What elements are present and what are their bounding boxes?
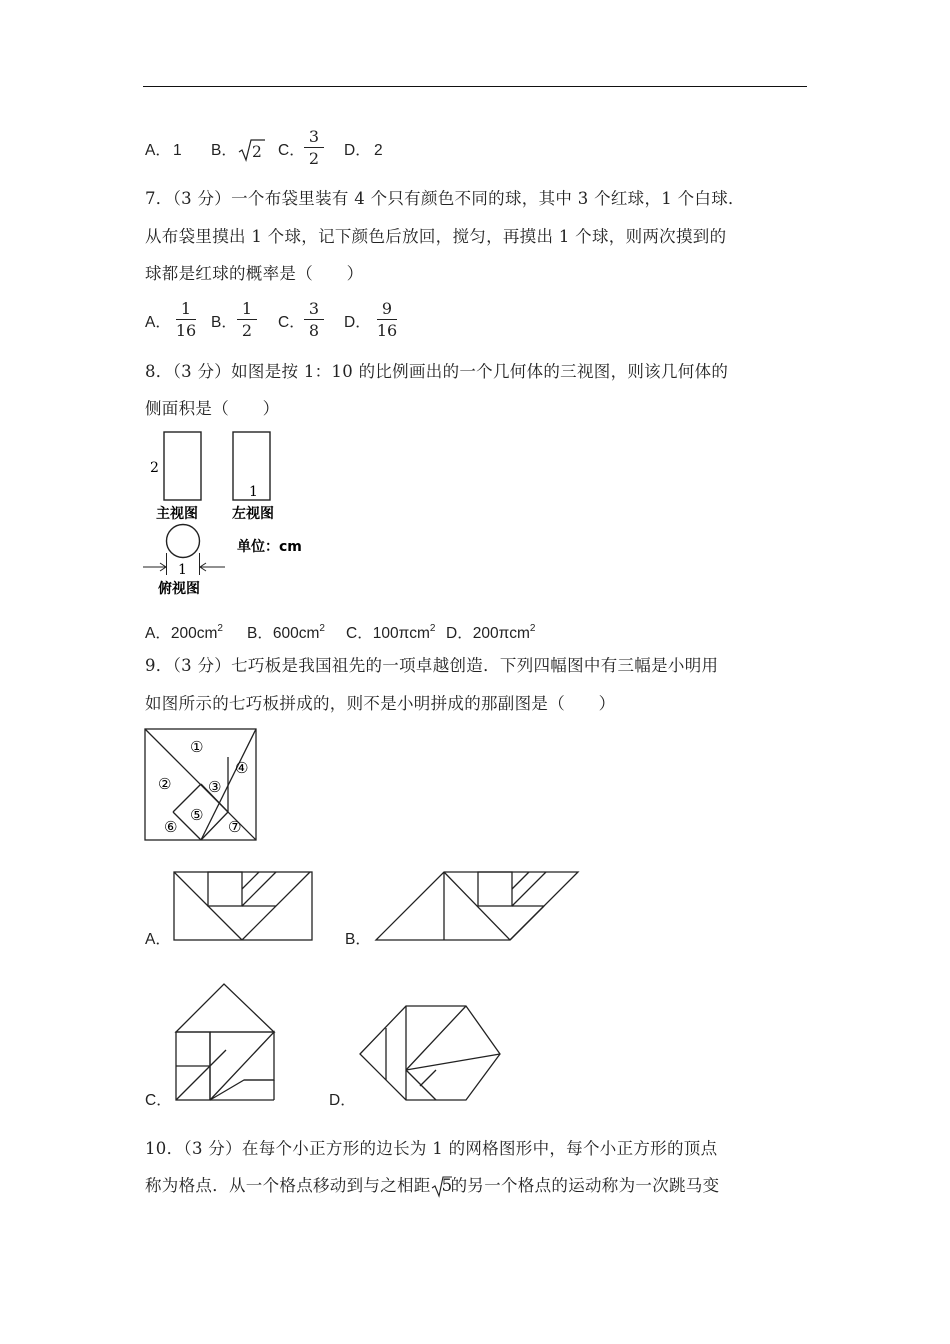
q10-sqrt bbox=[431, 1174, 451, 1198]
q9-option-a-label: A． bbox=[145, 931, 171, 948]
q10-radicand: 5 bbox=[441, 1176, 453, 1195]
q6-option-d-label: D． bbox=[344, 142, 371, 159]
q9-line-2: 如图所示的七巧板拼成的，则不是小明拼成的那副图是（ ） bbox=[145, 694, 616, 713]
q8-option-d-label: D． bbox=[446, 625, 473, 642]
front-view-height: 2 bbox=[150, 460, 159, 476]
q7-line-2: 从布袋里摸出 1 个球，记下颜色后放回，搅匀，再摸出 1 个球，则两次摸到的 bbox=[145, 227, 727, 246]
q8-option-c-value: 100πcm bbox=[372, 625, 430, 642]
piece-7-label: ⑦ bbox=[228, 818, 242, 836]
q7-option-a-fraction bbox=[174, 300, 198, 340]
q7-option-c-label: C． bbox=[278, 314, 305, 331]
q6-option-b-radicand: 2 bbox=[252, 143, 262, 161]
q8-option-a-label: A． bbox=[145, 625, 171, 642]
q7-a-numerator: 1 bbox=[180, 299, 192, 318]
q8-option-c bbox=[346, 619, 435, 644]
q6-option-a-value: 1 bbox=[173, 142, 182, 159]
q6-c-numerator: 3 bbox=[308, 127, 320, 146]
q7-option-d-label: D． bbox=[344, 314, 371, 331]
q7-line-3: 球都是红球的概率是（ ） bbox=[145, 264, 364, 283]
q8-line-2: 侧面积是（ ） bbox=[145, 399, 280, 418]
header-rule bbox=[143, 86, 807, 87]
q8-option-b bbox=[247, 619, 325, 644]
q8-option-a-sup: 2 bbox=[217, 623, 223, 634]
q7-option-b-fraction bbox=[235, 300, 259, 340]
q7-c-numerator: 3 bbox=[308, 299, 320, 318]
q8-option-c-sup: 2 bbox=[429, 623, 436, 634]
q7-b-denominator: 2 bbox=[241, 321, 253, 340]
q9-option-c-label: C． bbox=[145, 1092, 172, 1109]
tangram-option-b-figure bbox=[374, 870, 580, 942]
q6-option-c-fraction bbox=[302, 128, 326, 168]
tangram-reference-figure bbox=[144, 728, 258, 842]
side-view-label: 左视图 bbox=[232, 506, 274, 522]
top-view-label: 俯视图 bbox=[158, 581, 200, 597]
q8-option-d-value: 200πcm bbox=[472, 625, 530, 642]
q8-option-a bbox=[145, 619, 223, 644]
q8-option-d bbox=[446, 619, 535, 644]
unit-label: 单位：cm bbox=[237, 539, 302, 555]
piece-4-label: ④ bbox=[235, 759, 249, 777]
q7-option-d-fraction bbox=[375, 300, 399, 340]
q7-d-denominator: 16 bbox=[376, 321, 398, 340]
q8-option-d-sup: 2 bbox=[529, 623, 536, 634]
tangram-option-d-figure bbox=[356, 1000, 504, 1104]
q9-line-1: 9．（3 分）七巧板是我国祖先的一项卓越创造．下列四幅图中有三幅是小明用 bbox=[145, 656, 719, 675]
q7-c-denominator: 8 bbox=[308, 321, 320, 340]
q8-line-1: 8．（3 分）如图是按 1：10 的比例画出的一个几何体的三视图，则该几何体的 bbox=[145, 362, 729, 381]
q8-option-b-value: 600cm bbox=[272, 625, 320, 642]
q8-option-b-sup: 2 bbox=[319, 623, 325, 634]
piece-3-label: ③ bbox=[208, 778, 222, 796]
q7-a-denominator: 16 bbox=[175, 321, 197, 340]
piece-6-label: ⑥ bbox=[164, 818, 178, 836]
q10-line-1: 10．（3 分）在每个小正方形的边长为 1 的网格图形中，每个小正方形的顶点 bbox=[145, 1139, 718, 1158]
q7-option-c-fraction bbox=[302, 300, 326, 340]
q6-option-d-value: 2 bbox=[374, 142, 383, 159]
q10-line-2 bbox=[145, 1174, 719, 1198]
piece-1-label: ① bbox=[190, 738, 204, 756]
q8-option-c-label: C． bbox=[346, 625, 373, 642]
q9-option-b-label: B． bbox=[345, 931, 371, 948]
q7-option-b-label: B． bbox=[211, 314, 237, 331]
q10-line-2-pre: 称为格点．从一个格点移动到与之相距 bbox=[145, 1176, 431, 1195]
q6-option-c-label: C． bbox=[278, 142, 305, 159]
top-view-diameter: 1 bbox=[178, 562, 187, 578]
tangram-option-c-figure bbox=[172, 982, 278, 1106]
three-view-figure bbox=[140, 425, 320, 600]
q6-option-b-label: B． bbox=[211, 142, 237, 159]
front-view-label: 主视图 bbox=[156, 506, 198, 522]
q7-d-numerator: 9 bbox=[381, 299, 393, 318]
q8-option-b-label: B． bbox=[247, 625, 273, 642]
piece-5-label: ⑤ bbox=[190, 806, 204, 824]
q9-option-d-label: D． bbox=[329, 1092, 356, 1109]
q10-line-2-post: 的另一个格点的运动称为一次跳马变 bbox=[450, 1176, 720, 1195]
q6-c-denominator: 2 bbox=[308, 149, 320, 168]
tangram-option-a-figure bbox=[172, 870, 314, 942]
q7-b-numerator: 1 bbox=[241, 299, 253, 318]
side-view-width: 1 bbox=[249, 484, 258, 500]
q7-line-1: 7．（3 分）一个布袋里装有 4 个只有颜色不同的球，其中 3 个红球，1 个白球． bbox=[145, 189, 745, 208]
q7-option-a-label: A． bbox=[145, 314, 171, 331]
piece-2-label: ② bbox=[158, 775, 172, 793]
q8-option-a-value: 200cm bbox=[170, 625, 218, 642]
q6-option-a-label: A． bbox=[145, 142, 171, 159]
